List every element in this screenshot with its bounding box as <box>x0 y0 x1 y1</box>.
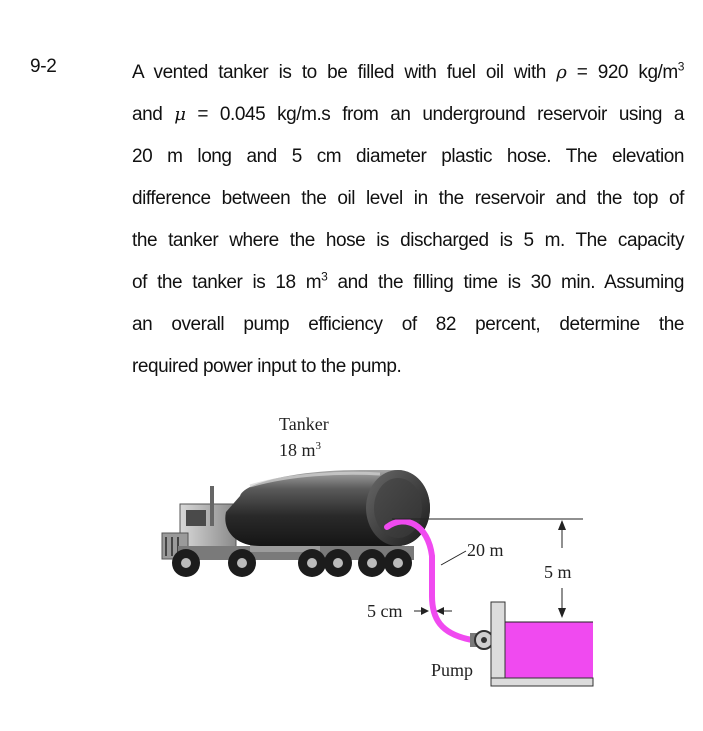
hose-length-leader <box>441 551 466 565</box>
tanker-label: Tanker <box>279 414 329 434</box>
tanker-capacity-label: 18 $m^3$ <box>279 440 322 460</box>
statement-line-4: difference between the oil level in the reservoir and the top of <box>132 188 684 209</box>
statement-line-8: required power input to the pump. <box>132 356 402 377</box>
statement-line-5: the tanker where the hose is discharged is 5 m. The capacity <box>132 230 684 251</box>
height-label: 5 m <box>544 562 572 582</box>
statement-line-1: A vented tanker is to be filled with fuel oil with ρ = 920 $kg/m^3$ <box>132 59 685 83</box>
hose-diameter-label: 5 cm <box>367 601 403 621</box>
hose-length-label: 20 m <box>467 540 504 560</box>
fuel-tank <box>225 470 430 546</box>
statement-line-3: 20 m long and 5 cm diameter plastic hose. The elevation <box>132 146 684 167</box>
statement-line-2: and μ = 0.045 kg/m.s from an underground reservoir using a <box>132 104 684 125</box>
pump-label: Pump <box>431 660 474 680</box>
height-arrow-down <box>558 608 566 618</box>
diameter-arrow-left-head <box>421 607 429 615</box>
height-arrow-up <box>558 520 566 530</box>
problem-number: 9-2 <box>30 56 57 77</box>
statement-line-6: of the tanker is 18 $m^3$ and the filling time is 30 min. Assuming <box>132 269 684 293</box>
statement-line-7: an overall pump efficiency of 82 percent, determine the <box>132 314 684 335</box>
reservoir <box>491 602 593 686</box>
